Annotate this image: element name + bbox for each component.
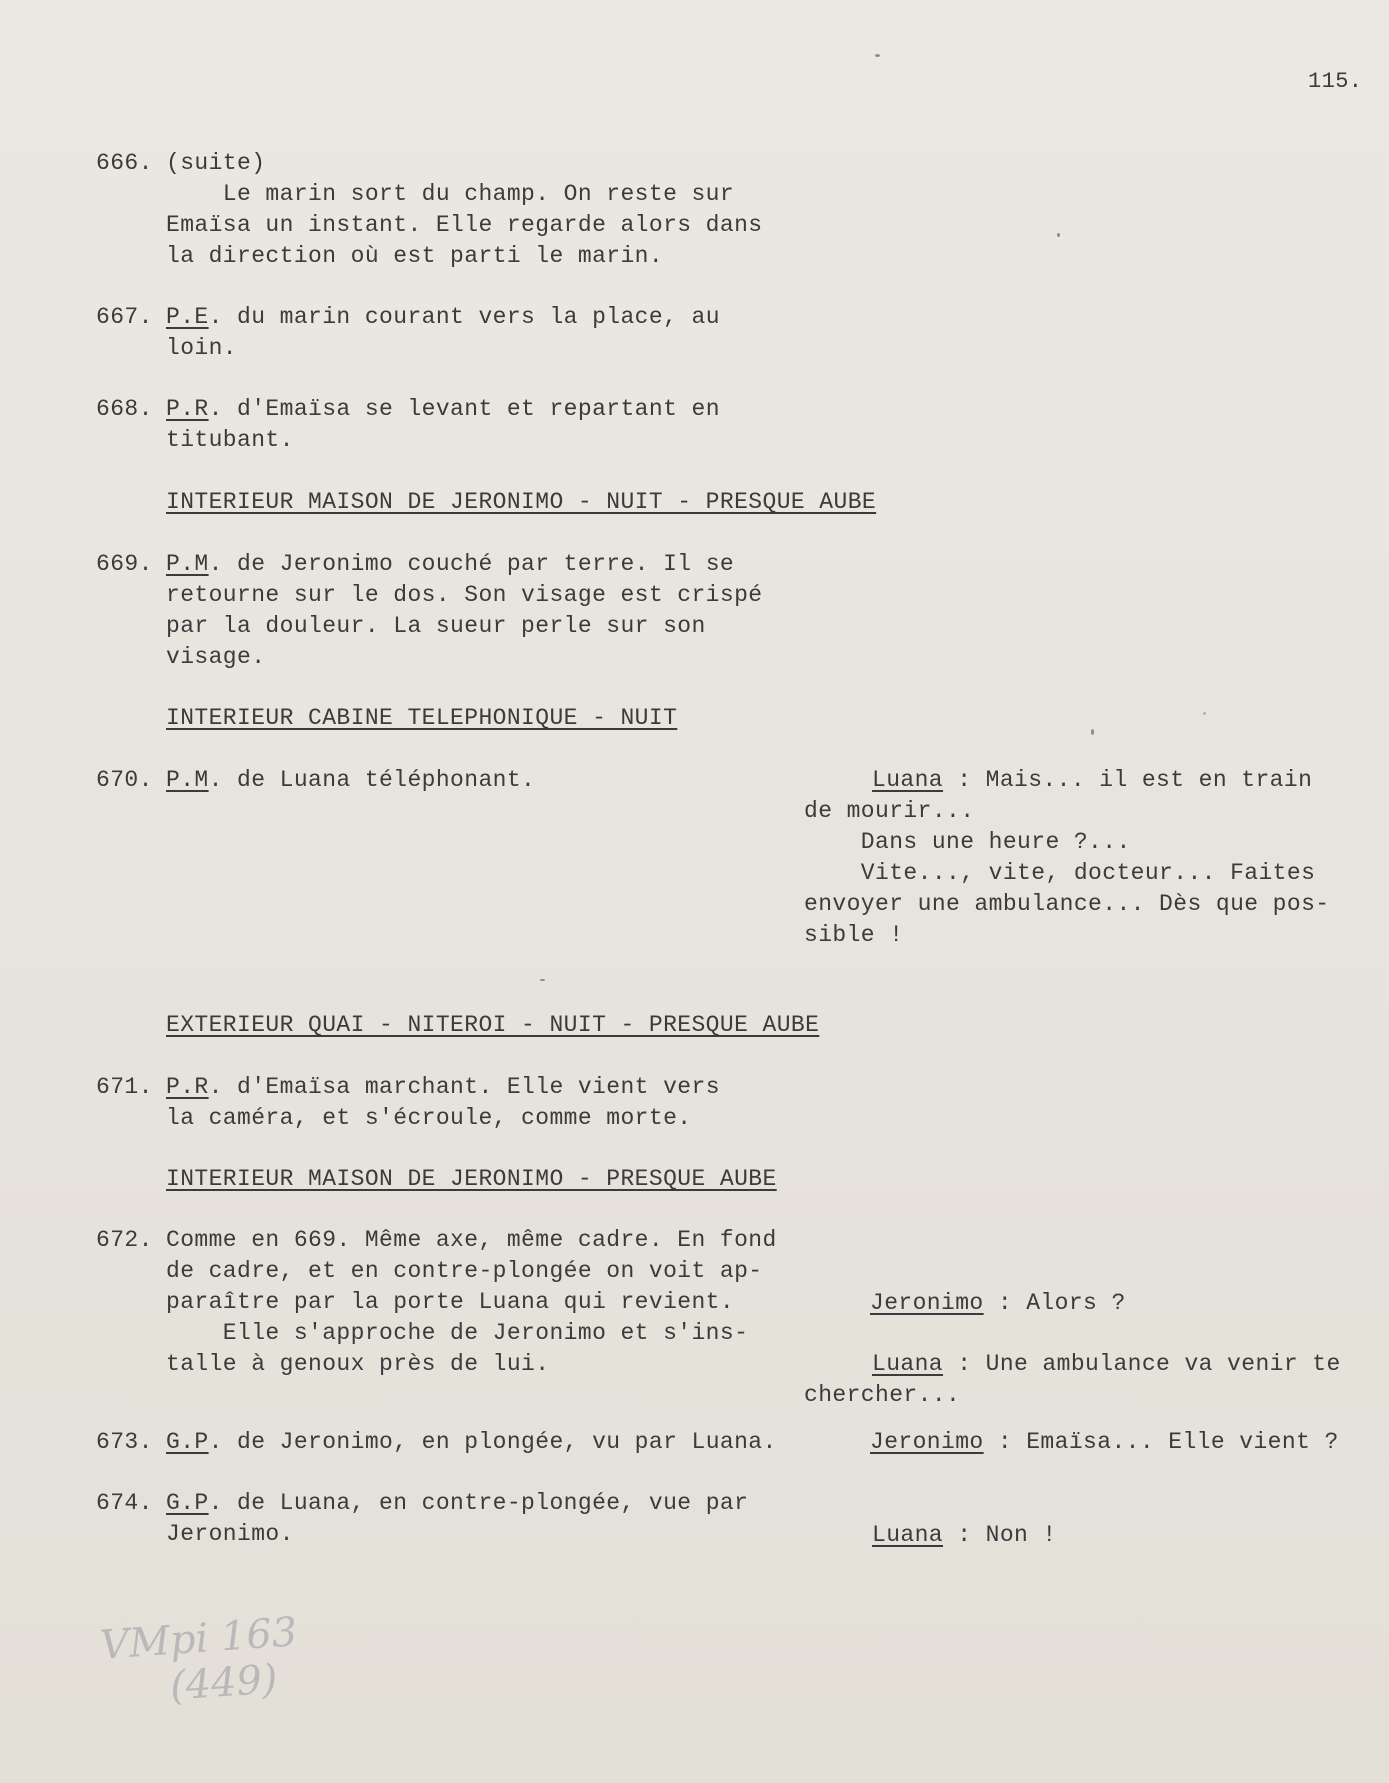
- scene-heading: EXTERIEUR QUAI - NITEROI - NUIT - PRESQUE AUBE: [166, 1012, 820, 1038]
- shot-abbreviation: G.P: [166, 1429, 209, 1455]
- dialogue-line: [872, 1520, 1057, 1551]
- scene-number: 674.: [96, 1490, 153, 1516]
- scene-heading: INTERIEUR CABINE TELEPHONIQUE - NUIT: [166, 705, 678, 731]
- scene-text-line: la caméra, et s'écroule, comme morte.: [166, 1105, 692, 1131]
- shot-abbreviation: P.M: [166, 551, 209, 577]
- scene-text-line: [166, 549, 734, 580]
- shot-abbreviation: P.R: [166, 396, 209, 422]
- dialogue-text: : Emaïsa... Elle vient ?: [983, 1429, 1339, 1455]
- scene-text-line: titubant.: [166, 427, 294, 453]
- dialogue-line: [870, 1288, 1126, 1319]
- dialogue-text: : Mais... il est en train: [943, 767, 1313, 793]
- handwritten-note-line: (449): [168, 1656, 280, 1710]
- scene-text-line: talle à genoux près de lui.: [166, 1351, 550, 1377]
- scene-text-line: [166, 302, 720, 333]
- scene-text-line: Comme en 669. Même axe, même cadre. En fond: [166, 1227, 777, 1253]
- dialogue-line: [872, 1349, 1341, 1380]
- paper-speck: [1091, 729, 1094, 735]
- scene-text: . d'Emaïsa marchant. Elle vient vers: [208, 1074, 720, 1100]
- scene-number: 668.: [96, 396, 153, 422]
- scene-text: . du marin courant vers la place, au: [208, 304, 720, 330]
- shot-abbreviation: P.E: [166, 304, 209, 330]
- scene-text-line: [166, 765, 535, 796]
- scene-text-line: Emaïsa un instant. Elle regarde alors dans: [166, 212, 763, 238]
- paper-speck: [875, 54, 880, 57]
- scene-text-line: la direction où est parti le marin.: [166, 243, 664, 269]
- scene-heading: INTERIEUR MAISON DE JERONIMO - PRESQUE AUBE: [166, 1166, 777, 1192]
- scene-text-line: loin.: [166, 335, 238, 361]
- scene-text-line: [166, 1072, 720, 1103]
- speaker-name: Luana: [872, 767, 944, 793]
- shot-abbreviation: G.P: [166, 1490, 209, 1516]
- speaker-name: Luana: [872, 1522, 944, 1548]
- dialogue-line: Dans une heure ?...: [804, 829, 1131, 855]
- dialogue-text: : Alors ?: [983, 1290, 1126, 1316]
- dialogue-line: [872, 765, 1312, 796]
- scene-text: . d'Emaïsa se levant et repartant en: [208, 396, 720, 422]
- scene-text: . de Luana, en contre-plongée, vue par: [208, 1490, 749, 1516]
- scene-number: 670.: [96, 767, 153, 793]
- scene-number: 672.: [96, 1227, 153, 1253]
- scene-number: 671.: [96, 1074, 153, 1100]
- scene-text: . de Jeronimo, en plongée, vu par Luana.: [208, 1429, 777, 1455]
- shot-abbreviation: P.R: [166, 1074, 209, 1100]
- scene-number: 667.: [96, 304, 153, 330]
- scene-text-line: [166, 1488, 748, 1519]
- speaker-name: Luana: [872, 1351, 944, 1377]
- scene-heading: INTERIEUR MAISON DE JERONIMO - NUIT - PRESQUE AUBE: [166, 489, 877, 515]
- paper-speck: [540, 979, 545, 981]
- scene-text-line: paraître par la porte Luana qui revient.: [166, 1289, 735, 1315]
- dialogue-line: chercher...: [804, 1382, 961, 1408]
- paper-speck: [1057, 233, 1060, 237]
- scene-text: . de Luana téléphonant.: [208, 767, 536, 793]
- scene-text-line: retourne sur le dos. Son visage est crispé: [166, 582, 763, 608]
- scene-text-line: Jeronimo.: [166, 1521, 294, 1547]
- scene-text-line: par la douleur. La sueur perle sur son: [166, 613, 706, 639]
- page-number: 115.: [1308, 69, 1363, 94]
- speaker-name: Jeronimo: [870, 1429, 984, 1455]
- scene-number: 669.: [96, 551, 153, 577]
- speaker-name: Jeronimo: [870, 1290, 984, 1316]
- dialogue-line: envoyer une ambulance... Dès que pos-: [804, 891, 1330, 917]
- dialogue-text: : Non !: [943, 1522, 1057, 1548]
- scene-text-line: Elle s'approche de Jeronimo et s'ins-: [166, 1320, 749, 1346]
- dialogue-line: [870, 1427, 1339, 1458]
- paper-speck: [1203, 712, 1206, 715]
- dialogue-line: de mourir...: [804, 798, 975, 824]
- dialogue-line: sible !: [804, 922, 904, 948]
- scene-text-line: [166, 1427, 777, 1458]
- scene-text-line: visage.: [166, 644, 266, 670]
- dialogue-line: Vite..., vite, docteur... Faites: [804, 860, 1316, 886]
- scene-text: . de Jeronimo couché par terre. Il se: [208, 551, 735, 577]
- dialogue-text: : Une ambulance va venir te: [943, 1351, 1341, 1377]
- scene-number: 673.: [96, 1429, 153, 1455]
- scene-text-line: de cadre, et en contre-plongée on voit ap-: [166, 1258, 763, 1284]
- scene-text-line: Le marin sort du champ. On reste sur: [166, 181, 735, 207]
- scene-text-line: [166, 394, 720, 425]
- scene-number: 666.: [96, 150, 153, 176]
- handwritten-note-line: VMpi 163: [98, 1609, 299, 1669]
- shot-abbreviation: P.M: [166, 767, 209, 793]
- scene-text-line: (suite): [166, 150, 266, 176]
